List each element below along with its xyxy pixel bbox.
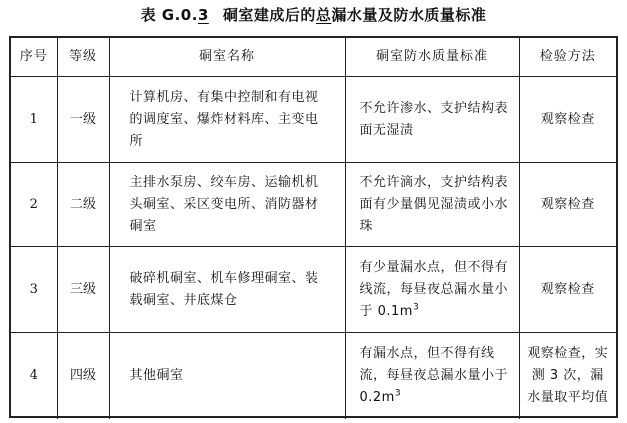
row-standard-superscript: 3 [412, 302, 420, 313]
header-name: 硐室名称 [109, 38, 345, 77]
table-number-prefix: 表 G.0. [140, 6, 198, 24]
header-grade: 等级 [57, 38, 109, 77]
table-row [11, 77, 616, 163]
table-row [11, 333, 616, 419]
row-num: 4 [11, 333, 57, 419]
row-grade: 四级 [57, 333, 109, 419]
row-num: 3 [11, 247, 57, 333]
header-method: 检验方法 [519, 38, 616, 77]
row-method: 观察检查 [519, 77, 616, 163]
row-standard [345, 247, 519, 333]
table-number-suffix: 3 [197, 6, 209, 24]
row-standard-text: 不允许滴水，支护结构表面有少量偶见湿渍或小水珠 [359, 174, 509, 234]
row-method: 观察检查 [519, 163, 616, 247]
header-standard: 硐室防水质量标准 [345, 38, 519, 77]
table-row [11, 247, 616, 333]
table-title-underlined: 总 [315, 6, 332, 24]
table-title-part2: 漏水量及防水质量标准 [331, 6, 487, 24]
row-standard [345, 163, 519, 247]
row-name: 破碎机硐室、机车修理硐室、装载硐室、井底煤仓 [109, 247, 345, 333]
row-num: 2 [11, 163, 57, 247]
row-standard-superscript: 3 [394, 388, 402, 399]
row-grade: 二级 [57, 163, 109, 247]
row-standard-text: 有少量漏水点，但不得有线流，每昼夜总漏水量小于 0.1m [359, 259, 509, 319]
row-standard [345, 333, 519, 419]
row-grade: 一级 [57, 77, 109, 163]
table-row [11, 163, 616, 247]
row-method: 观察检查，实测 3 次，漏水量取平均值 [519, 333, 616, 419]
row-num: 1 [11, 77, 57, 163]
waterproof-standard-table [11, 38, 616, 419]
table-caption [0, 4, 627, 25]
row-standard-text: 有漏水点，但不得有线流，每昼夜总漏水量小于 0.2m [359, 345, 509, 405]
row-grade: 三级 [57, 247, 109, 333]
header-num: 序号 [11, 38, 57, 77]
row-standard [345, 77, 519, 163]
table-title-part1: 硐室建成后的 [222, 6, 316, 24]
row-name: 其他硐室 [109, 333, 345, 419]
row-method: 观察检查 [519, 247, 616, 333]
row-name: 计算机房、有集中控制和有电视的调度室、爆炸材料库、主变电所 [109, 77, 345, 163]
table-number [141, 6, 209, 24]
table-frame [9, 36, 618, 418]
table-header-row [11, 38, 616, 77]
row-standard-text: 不允许渗水、支护结构表面无湿渍 [359, 100, 509, 138]
row-name: 主排水泵房、绞车房、运输机机头硐室、采区变电所、消防器材硐室 [109, 163, 345, 247]
